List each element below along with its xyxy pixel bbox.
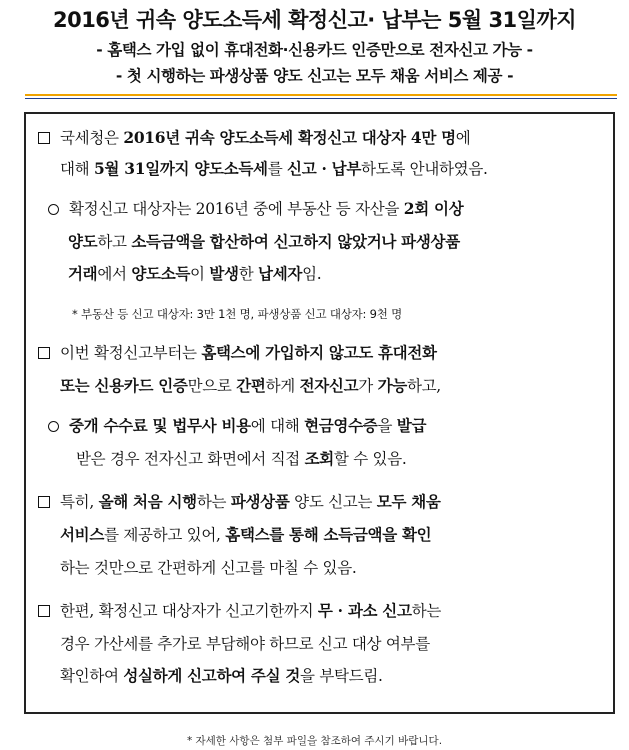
text: 에	[455, 129, 471, 147]
circle-bullet-icon	[48, 421, 59, 432]
text: 대해	[60, 160, 94, 178]
emphasis: 간편	[236, 376, 266, 395]
text: 하고,	[406, 377, 441, 395]
text: 하는	[411, 602, 442, 620]
footer-note: * 자세한 사항은 첨부 파일을 참조하여 주시기 바랍니다.	[186, 735, 443, 747]
text: 경우 가산세를 추가로 부담해야 하므로 신고 대상 여부를	[60, 635, 430, 653]
square-bullet-icon	[38, 605, 50, 617]
square-bullet-icon	[38, 347, 50, 359]
text: 양도 신고는	[289, 493, 377, 511]
emphasis: 납세자	[258, 264, 303, 283]
count-note: * 부동산 등 신고 대상자: 3만 1천 명, 파생상품 신고 대상자: 9천 명	[72, 307, 403, 321]
text: 을	[377, 417, 397, 435]
emphasis: 성실하게 신고하여 주실 것	[123, 666, 301, 685]
text: 받은 경우 전자신고 화면에서 직접	[76, 450, 305, 468]
emphasis: 신고 · 납부	[287, 159, 361, 178]
emphasis: 홈택스를 통해 소득금액을 확인	[225, 525, 432, 544]
sub-item-1-line-1	[48, 199, 463, 219]
square-bullet-icon	[38, 496, 50, 508]
emphasis: 발생	[209, 264, 239, 283]
paragraph-2-line-2	[60, 376, 441, 396]
text: 하는 것만으로 간편하게 신고를 마칠 수 있음.	[60, 559, 357, 577]
text: 임.	[302, 265, 322, 283]
header-rule-orange	[25, 94, 617, 96]
square-bullet-icon	[38, 132, 50, 144]
text: 가	[358, 377, 378, 395]
paragraph-3-line-2	[60, 525, 431, 545]
emphasis: 또는 신용카드 인증	[60, 376, 188, 395]
text: 확정신고 대상자는 2016년 중에 부동산 등 자산을	[69, 200, 404, 218]
emphasis: 파생상품	[230, 492, 290, 511]
circle-bullet-icon	[48, 204, 59, 215]
emphasis: 거래	[68, 264, 98, 283]
subtitle-1: - 홈택스 가입 없이 휴대전화·신용카드 인증만으로 전자신고 가능 -	[96, 41, 533, 59]
emphasis: 올해 처음 시행	[98, 492, 197, 511]
paragraph-2-line-1	[38, 343, 437, 363]
subtitle-2: - 첫 시행하는 파생상품 양도 신고는 모두 채움 서비스 제공 -	[115, 67, 514, 85]
emphasis: 전자신고	[299, 376, 359, 395]
paragraph-3-line-3	[60, 558, 357, 578]
emphasis: 가능	[377, 376, 407, 395]
page-title: 2016년 귀속 양도소득세 확정신고· 납부는 5월 31일까지	[52, 8, 577, 32]
text: 국세청은	[60, 129, 124, 147]
text: 한편, 확정신고 대상자가 신고기한까지	[60, 602, 318, 620]
paragraph-4-line-3	[60, 666, 383, 686]
emphasis: 중개 수수료 및 법무사 비용	[69, 416, 251, 435]
text: 을 부탁드림.	[300, 667, 383, 685]
paragraph-4-line-2	[60, 634, 430, 654]
emphasis: 서비스	[60, 525, 105, 544]
sub-item-1-line-3	[68, 264, 321, 284]
emphasis: 양도	[68, 232, 98, 251]
sub-item-2-line-1	[48, 416, 426, 436]
emphasis: 2회 이상	[403, 199, 464, 218]
paragraph-1-line-2	[60, 159, 488, 179]
text: 하는	[196, 493, 231, 511]
text: 하고	[97, 233, 132, 251]
emphasis: 소득금액을 합산하여 신고하지 않았거나 파생상품	[131, 232, 460, 251]
emphasis: 양도소득	[131, 264, 191, 283]
text: 를	[267, 160, 288, 178]
text: 에서	[97, 265, 132, 283]
emphasis: 5월 31일까지 양도소득세	[93, 159, 268, 178]
emphasis: 조회	[304, 449, 334, 468]
text: 이번 확정신고부터는	[60, 344, 202, 362]
emphasis: 홈택스에 가입하지 않고도 휴대전화	[201, 343, 437, 362]
text: 할 수 있음.	[333, 450, 407, 468]
header-rule-blue	[25, 98, 617, 99]
text: 특히,	[60, 493, 99, 511]
text: 만으로	[187, 377, 237, 395]
text: 이	[190, 265, 210, 283]
emphasis: 현금영수증	[304, 416, 378, 435]
paragraph-1-line-1	[38, 128, 470, 148]
text: 를 제공하고 있어,	[104, 526, 226, 544]
text: 하도록 안내하였음.	[361, 160, 488, 178]
sub-item-2-line-2	[76, 449, 407, 469]
sub-item-1-line-2	[68, 232, 460, 252]
paragraph-3-line-1	[38, 492, 441, 512]
emphasis: 발급	[396, 416, 427, 435]
text: 에 대해	[250, 417, 305, 435]
text: 하게	[265, 377, 300, 395]
emphasis: 무 · 과소 신고	[317, 601, 412, 620]
emphasis: 모두 채움	[376, 492, 441, 511]
text: 확인하여	[60, 667, 124, 685]
paragraph-4-line-1	[38, 601, 441, 621]
emphasis: 2016년 귀속 양도소득세 확정신고 대상자 4만 명	[123, 128, 456, 147]
text: 한	[238, 265, 259, 283]
